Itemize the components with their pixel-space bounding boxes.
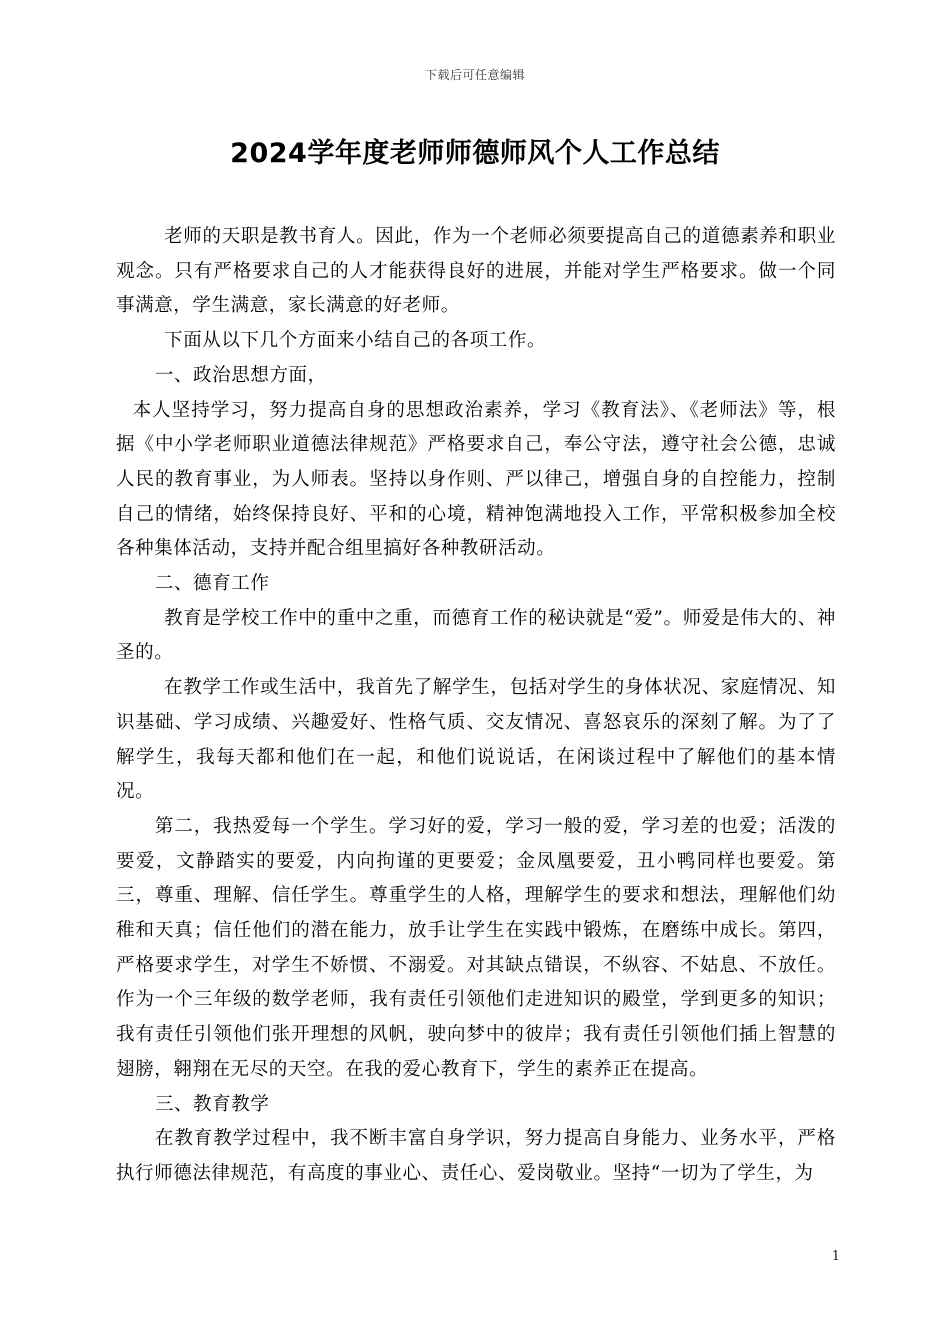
paragraph-understand-students: 在教学工作或生活中，我首先了解学生，包括对学生的身体状况、家庭情况、知识基础、学习成绩、兴趣爱好、性格气质、交友情况、喜怒哀乐的深刻了解。为了了解学生，我每天都和他们在一起，和他们说说话，在闲谈过程中了解他们的基本情况。 bbox=[116, 677, 836, 803]
paragraph-teaching: 在教育教学过程中，我不断丰富自身学识，努力提高自身能力、业务水平，严格执行师德法律规范，有高度的事业心、责任心、爱岗敬业。坚持“一切为了学生，为 bbox=[116, 1128, 836, 1184]
section-heading-teaching: 三、教育教学 bbox=[154, 1093, 270, 1115]
document-body bbox=[116, 220, 836, 1192]
paragraph-overview: 下面从以下几个方面来小结自己的各项工作。 bbox=[164, 330, 547, 352]
paragraph-love-students: 第二，我热爱每一个学生。学习好的爱，学习一般的爱，学习差的也爱；活泼的要爱，文静踏实的要爱，内向拘谨的更要爱；金凤凰要爱，丑小鸭同样也要爱。第三，尊重、理解、信任学生。尊重学生的人格，理解学生的要求和想法，理解他们幼稚和天真；信任他们的潜在能力，放手让学生在实践中锻炼，在磨练中成长。第四，严格要求学生，对学生不娇惯、不溺爱。对其缺点错误，不纵容、不姑息、不放任。作为一个三年级的数学老师，我有责任引领他们走进知识的殿堂，学到更多的知识；我有责任引领他们张开理想的风帆，驶向梦中的彼岸；我有责任引领他们插上智慧的翅膀，翱翔在无尽的天空。在我的爱心教育下，学生的素养正在提高。 bbox=[116, 815, 836, 1080]
paragraph-intro: 老师的天职是教书育人。因此，作为一个老师必须要提高自己的道德素养和职业观念。只有严格要求自己的人才能获得良好的进展，并能对学生严格要求。做一个同事满意，学生满意，家长满意的好老师。 bbox=[116, 226, 836, 317]
section-heading-moral: 二、德育工作 bbox=[154, 573, 270, 595]
paragraph-politics: 本人坚持学习，努力提高自身的思想政治素养，学习《教育法》、《老师法》等，根据《中小学老师职业道德法律规范》严格要求自己，奉公守法，遵守社会公德，忠诚人民的教育事业，为人师表。坚持以身作则、严以律己，增强自身的自控能力，控制自己的情绪，始终保持良好、平和的心境，精神饱满地投入工作，平常积极参加全校各种集体活动，支持并配合组里搞好各种教研活动。 bbox=[116, 399, 836, 560]
section-heading-politics: 一、政治思想方面， bbox=[154, 364, 327, 386]
header-note: 下载后可任意编辑 bbox=[424, 68, 525, 82]
paragraph-moral-love: 教育是学校工作中的重中之重，而德育工作的秘诀就是“爱”。师爱是伟大的、神圣的。 bbox=[116, 607, 836, 664]
document-title: 2024学年度老师师德师风个人工作总结 bbox=[230, 138, 720, 169]
page-number: 1 bbox=[831, 1249, 840, 1264]
